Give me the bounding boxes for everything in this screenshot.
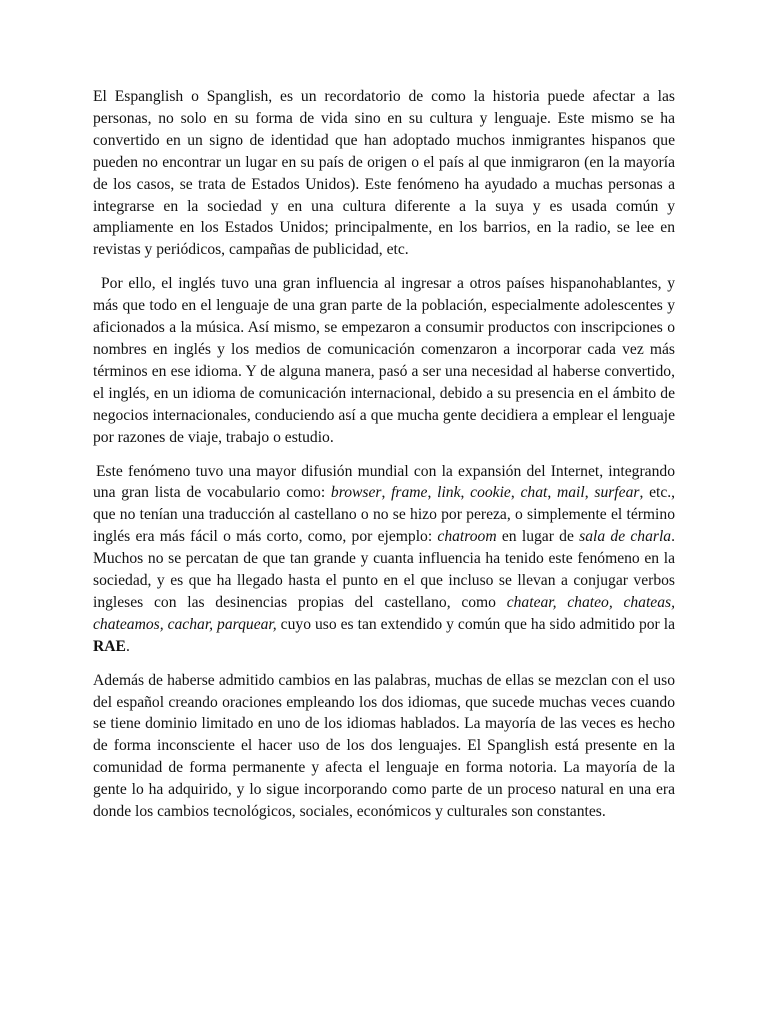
document-page [93, 86, 675, 835]
text-run: . Muchos no se percatan de que tan grande y cuanta influencia ha tenido este fenómeno en la sociedad, y es que ha llegado hasta el punto en el que incluso se llevan a conjugar verbos ingleses con las desinencias propias del castellano, como [93, 528, 675, 611]
text-run: . [125, 637, 130, 655]
italic-text-run: browser [330, 484, 382, 502]
italic-text-run: frame [391, 484, 428, 502]
text-run: , [381, 484, 392, 502]
text-run: , [547, 484, 557, 502]
text-run: El Espanglish o Spanglish, es un recordatorio de como la historia puede afectar a las personas, no solo en su forma de vida sino en su cultura y lenguaje. Este mismo se ha convertido en un signo de identidad que han adoptado muchos inmigrantes hispanos que pueden no encontrar un lugar en su país de origen o el país al que inmigraron (en la mayoría de los casos, se trata de Estados Unidos). Este fenómeno ha ayudado a muchas personas a integrarse en la sociedad y en una cultura diferente a la suya y es usada común y ampliamente en los Estados Unidos; principalmente, en los barrios, en la radio, se lee en revistas y periódicos, campañas de publicidad, etc. [93, 88, 675, 259]
text-run: , [427, 484, 438, 502]
text-run: en lugar de [496, 528, 580, 546]
italic-text-run: chatroom [437, 528, 497, 546]
document-body [93, 86, 675, 823]
text-run: cuyo uso es tan extendido y común que ha sido admitido por la [276, 615, 675, 633]
text-run: Este fenómeno tuvo una mayor difusión mundial con la expansión del Internet, integrando una gran lista de vocabulario como: [93, 462, 675, 502]
paragraph-3 [93, 461, 675, 658]
text-run: Por ello, el inglés tuvo una gran influencia al ingresar a otros países hispanohablantes, y más que todo en el lenguaje de una gran parte de la población, especialmente adolescentes y aficionados a la música. Así mismo, se empezaron a consumir productos con inscripciones o nombres en inglés y los medios de comunicación comenzaron a incorporar cada vez más términos en ese idioma. Y de alguna manera, pasó a ser una necesidad al haberse convertido, el inglés, en un idioma de comunicación internacional, debido a su presencia en el ámbito de negocios internacionales, conduciendo así a que mucha gente decidiera a emplear el lenguaje por razones de viaje, trabajo o estudio. [93, 275, 675, 446]
italic-text-run: cookie [470, 484, 511, 502]
text-run: , etc., que no tenían una traducción al castellano o no se hizo por pereza, o simplemente el término inglés era más fácil o más corto, como, por ejemplo: [93, 484, 676, 546]
bold-text-run: RAE [93, 637, 126, 655]
paragraph-4 [93, 670, 675, 823]
italic-text-run: chatear, chateo, chateas, chateamos, cachar, parquear, [93, 593, 675, 633]
italic-text-run: link [437, 484, 461, 502]
paragraph-1 [93, 86, 675, 261]
text-run: , [584, 484, 595, 502]
paragraph-2 [93, 273, 675, 448]
text-run: , [460, 484, 471, 502]
italic-text-run: mail [557, 484, 585, 502]
text-run: Además de haberse admitido cambios en las palabras, muchas de ellas se mezclan con el uso del español creando oraciones empleando los dos idiomas, que sucede muchas veces cuando se tiene dominio limitado en uno de los idiomas hablados. La mayoría de las veces es hecho de forma inconsciente el hacer uso de los dos lenguajes. El Spanglish está presente en la comunidad de forma permanente y afecta el lenguaje en forma notoria. La mayoría de la gente lo ha adquirido, y lo sigue incorporando como parte de un proceso natural en una era donde los cambios tecnológicos, sociales, económicos y culturales son constantes. [93, 671, 675, 821]
italic-text-run: chat [520, 484, 548, 502]
italic-text-run: sala de charla [579, 528, 672, 546]
italic-text-run: surfear [594, 484, 640, 502]
text-run: , [510, 484, 521, 502]
